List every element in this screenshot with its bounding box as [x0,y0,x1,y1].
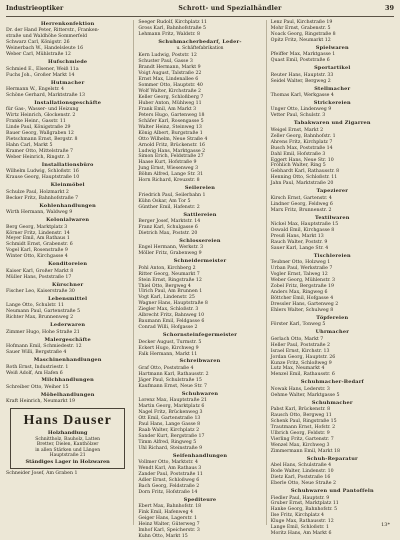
directory-entry: Lange Emil, Schloßstr. 1 [270,525,329,531]
directory-entry: Berg Georg, Marktplatz 3 [6,224,68,230]
directory-entry: Otto Wilhelm, Neue Straße 4 [138,136,208,142]
section-heading: Schuhmacher-Bedarf [300,379,364,386]
directory-entry: Fiedler Paul, Hauptstr. 9 [270,495,330,501]
directory-entry: Ernst Max, Lindenallee 6 [138,77,199,83]
section-heading: Kohlenhandlungen [39,202,96,209]
section-heading: Spediteure [183,496,217,503]
directory-entry: Anders Max, Ringweg 6 [270,290,328,296]
directory-entry: Kaufmann Ernst, Neue Str. 7 [138,383,208,389]
directory-entry: Ehlers Walter, Schulweg 8 [270,307,334,313]
directory-entry: Jahn Paul, Marktstraße 20 [270,181,334,187]
section-heading: Schornsteinfegermeister [162,332,238,339]
section-subheading: u. Schäftefabrikation [176,46,224,52]
directory-entry: Imhof Karl, Speicherstr. 3 [138,528,200,534]
directory-entry: Böttcher Emil, Hofgasse 4 [270,295,334,301]
section-heading: Lebensmittel [48,296,88,303]
directory-entry: Schreiber Otto, Weiher 15 [6,384,69,390]
directory-entry: Meyer Emil, Am Rathaus 1 [6,236,70,242]
directory-entry: Becker Fritz, Bahnhofstraße 7 [6,195,79,201]
directory-entry: Weigel Ernst, Markt 2 [270,127,324,133]
directory-entry: Lindner Georg, Feldweg 6 [270,201,333,207]
directory-entry: Zobel Fritz, Bergstraße 19 [270,284,334,290]
directory-entry: Marx Fritz, Brunnenstr. 2 [270,207,332,213]
directory-entry: Ebert Max, Bahnhofstr. 18 [138,504,202,510]
directory-entry: Kuhn Otto, Markt 15 [138,534,188,540]
ad-name: Hans Dauser [23,413,112,429]
directory-entry: Walter Heinz, Steinweg 13 [138,124,202,130]
directory-entry: Keller Georg, Schloßberg 7 [138,94,204,100]
directory-entry: Reuter Hans, Hauptstr. 33 [270,72,334,78]
directory-entry: Ulrich Paul, Am Brunnen 1 [138,289,203,295]
directory-entry: Dorn Fritz, Hofstraße 14 [138,489,198,495]
directory-entry: Wagner Hans, Hauptstraße 8 [138,301,208,307]
directory-entry: Schäfer Karl, Rosengasse 5 [138,118,204,124]
section-heading: Milchhandlungen [41,377,94,384]
directory-entry: Sauer Karl, Lange Str. 4 [270,245,329,251]
directory-entry: Schuster Paul, Gasse 3 [138,59,193,65]
directory-entry: Wolf Walter, Kirchstraße 2 [138,88,202,94]
directory-entry: Quast Emil, Poststraße 6 [270,58,330,64]
directory-entry: Fröhlich Walter, Ring 5 [270,163,326,169]
section-heading: Seifenhandlungen [172,452,228,459]
directory-entry: Eggert Hans, Neue Str. 10 [270,157,334,163]
directory-entry: Vogt Karl, Lindenstr. 25 [138,295,195,301]
directory-entry: Dressler Hans, Gartenweg 2 [270,301,339,307]
directory-entry: Möller Fritz, Grabenweg 9 [138,251,202,257]
directory-entry: Zander Paul, Poststraße 11 [138,472,203,478]
directory-entry: Brandt Hermann, Markt 9 [138,65,201,71]
directory-entry: Trautmann Ernst, Hofstr. 2 [270,425,336,431]
ad-line: Hauptstraße 21 [49,453,86,459]
directory-entry: Ott Emil, Gartenstraße 13 [138,416,201,422]
section-heading: Töpfereien [316,314,349,321]
directory-entry: Hofmann Emil, Schmiedestr. 12 [6,344,82,350]
directory-entry: Schmidt Ernst, Grabenstr. 6 [6,242,73,248]
directory-entry: Böhm Alfred, Lange Str. 31 [138,172,204,178]
directory-entry: Dietz Karl, Poststraße 16 [270,475,331,481]
directory-entry: Berger Josef, Marktstr. 14 [138,219,201,224]
directory-entry: Zimmermann Emil, Markt 18 [270,448,340,454]
section-heading: Schneidermeister [173,258,227,265]
directory-entry: Kühn Oskar, Am Tor 5 [138,198,191,204]
directory-entry: Eckert Hugo, Kirchweg 9 [138,345,199,351]
directory-entry: Uhl Richard, Steinstraße 9 [138,445,203,451]
section-heading: Sattlereien [183,211,217,218]
section-heading: Hufschmiede [48,59,88,66]
section-heading: Kürschner [52,281,84,288]
directory-entry: Albrecht Fritz, Bahnweg 10 [138,313,205,319]
directory-entry: Sommer Otto, Hauptstr. 40 [138,83,203,89]
directory-entry: Weber Carl, Mühlstraße 12 [6,52,71,58]
section-heading: Sportartikel [314,65,351,72]
directory-entry: Busch Max, Poststraße 14 [270,145,333,151]
ad-line: Schnittholz, Bauholz, Latten [35,436,101,442]
directory-entry: Decker August, Turmstr. 5 [138,339,202,345]
directory-entry: Kraft Heinrich, Neumarkt 19 [6,399,75,405]
directory-entry: Oswald Emil, Kirchgasse 8 [270,228,335,233]
directory-entry: Friedrich Paul, Seilerbahn 1 [138,192,206,198]
section-heading: Kleinmöbel [50,182,85,189]
footer-mark: 13* [381,522,390,528]
directory-entry: Dietrich Max, Poststr. 20 [138,230,198,236]
directory-entry: Vollmer Otto, Marktstr. 4 [138,460,199,466]
ad-line: Bretter, Dielen, Kanthölzer [36,442,99,448]
directory-entry: Linde Paul, Königstraße 29 [6,125,71,131]
directory-entry: straße und Waldhöhe Sommerfeld [6,34,88,40]
directory-entry: Jung Ernst, Wiesenweg 3 [138,166,199,172]
directory-entry: Henning Otto, Schloßstr. 11 [270,175,338,181]
directory-entry: Peters Hugo, Gartenweg 18 [138,112,205,118]
directory-entry: Kaiser Karl, Großer Markt 8 [6,268,74,274]
directory-entry: Pfeiffer Max, Marktgasse 1 [270,52,336,58]
directory-entry: Vogler Ernst, Talweg 12 [270,272,328,278]
directory-entry: Gruber Ernst, Marktplatz 11 [270,501,339,507]
directory-entry: Eberle Otto, Neue Straße 2 [270,481,336,487]
section-heading: Textilwaren [315,214,350,221]
directory-entry: Rausch Otto, Bergweg 11 [270,413,332,419]
directory-entry: Pietschmann Ernst, Bergstr. 8 [6,137,78,143]
directory-entry: Heller Paul, Poststraße 2 [270,342,331,348]
section-heading: Konditoreien [48,261,88,268]
directory-entry: Unger Otto, Lindenweg 9 [270,107,332,113]
directory-entry: Timm Alfred, Ringweg 5 [138,439,197,445]
page-header [6,4,394,17]
directory-entry: Nickel Max, Hauptstraße 15 [270,222,339,228]
directory-entry: Vogel Karl, Rosenstraße 9 [6,248,68,254]
section-heading: Schuhwaren und Pantoffeln [290,488,374,495]
directory-entry: Abel Hans, Schulstraße 4 [270,463,332,469]
directory-entry: Wirth Hermann, Waldweg 9 [6,210,73,216]
directory-entry: Falk Hermann, Markt 11 [138,351,198,357]
section-heading: Schlossereien [179,237,221,244]
directory-entry: Engel Hermann, Werkstr. 3 [138,245,204,251]
directory-entry: Menzel Emil, Rathausstr. 6 [270,372,335,378]
section-heading: Hutmacher [50,79,85,86]
directory-entry: Ludwig Hans, Marktgasse 2 [138,148,206,154]
directory-entry: Weiß Adolf, Am Hafen 6 [6,370,63,376]
directory-entry: Kirsch Ernst, Gartenstr. 4 [270,195,332,201]
directory-entry: Raab Walter, Kirchplatz 2 [138,427,200,433]
directory-entry: Wendt Karl, Am Rathaus 3 [138,466,202,472]
directory-entry: Lenz Paul, Kirchstraße 19 [270,20,333,25]
directory-entry: Weinerbach W., Handelsleute 16 [6,46,84,52]
section-heading: Schuhmacherbedarf, Leder- [158,38,242,45]
directory-entry: Neumann Paul, Gartenstraße 5 [6,309,81,315]
directory-entry: Jordan Georg, Hauptstr. 26 [270,354,336,360]
directory-entry: Ahrens Fritz, Kirchplatz 7 [270,139,333,145]
directory-entry: Mohr Ernst, Grabenstr. 5 [270,25,331,31]
directory-entry: Kluge Max, Rathausstr. 12 [270,519,334,525]
directory-entry: Pabst Karl, Brückenstr. 8 [270,407,331,413]
directory-entry: Fischer Leo, Kaiserstraße 30 [6,289,75,295]
directory-entry: Schulze Paul, Holzmarkt 2 [6,189,69,195]
directory-entry: Voigt August, Talstraße 22 [138,71,202,77]
directory-entry: Roth Ernst, Industriestr. 1 [6,364,69,370]
column-2 [133,20,261,540]
section-heading: Spielwaren [315,44,349,51]
directory-entry: Vierling Fritz, Gartenstr. 7 [270,436,334,442]
directory-entry: Dr. der Hand Peter, Ritterstr., Franken- [6,28,100,34]
section-heading: Tapezierer [316,188,349,195]
directory-entry: Kunze Fritz, Schloßweg 9 [270,360,332,366]
directory-entry: Bode Walter, Lindenstr. 10 [270,469,334,475]
directory-entry: Seidel Walter, Bergweg 2 [270,78,331,84]
directory-entry: Oehme Walter, Marktgasse 5 [270,392,340,398]
ad-highlight: Ständiges Lager in Holzwaren [25,458,110,465]
directory-entry: Günther Emil, Hafenstr. 2 [138,204,200,210]
directory-entry: Dahl Emil, Hofstraße 3 [270,151,326,157]
columns [6,20,394,540]
directory-entry: Franke Heinr., Gasstr. 11 [6,119,66,125]
directory-entry: Bach Georg, Feldstraße 2 [138,484,200,490]
directory-entry: Schwarz Carl, Königstr. 26 [6,40,70,46]
directory-entry: Hanke Georg, Bahnhofstr. 5 [270,507,338,513]
section-heading: Tischlereien [313,252,351,259]
directory-entry: Franz Karl, Schulgasse 6 [138,224,198,230]
directory-entry: Schneider Josef, Am Graben 1 [6,471,78,477]
section-heading: Kolonialwaren [46,217,90,224]
directory-entry: Krause Georg, Hauptstraße 10 [6,175,80,181]
directory-entry: Paul Hans, Lange Gasse 8 [138,422,201,427]
section-heading: Installationsbüro [41,161,94,168]
column-1 [6,20,129,525]
directory-entry: Lorenz Max, Hauptstraße 21 [138,398,207,404]
section-heading: Lederwaren [50,322,86,329]
directory-entry: Adler Ernst, Schloßweg 6 [138,478,200,484]
directory-entry: Sauer Willi, Bergstraße 4 [6,350,67,356]
directory-entry: Gross Karl, Bahnhofstraße 5 [138,25,207,31]
directory-entry: Zeller Georg, Bahnhofstr. 1 [270,133,336,139]
directory-entry: Noack Georg, Ringstraße 8 [270,31,336,37]
directory-entry: Heinz Walter, Güterweg 7 [138,522,200,528]
directory-entry: Körner Fritz, Lindenstr. 14 [6,230,70,236]
ad-line: in allen Stärken und Längen [35,447,101,453]
section-heading: Herrenkonfektion [40,21,95,27]
directory-entry: Müller Hans, Poststraße 17 [6,274,72,280]
section-heading: Möbelhandlungen [40,391,95,398]
page-number: 39 [384,4,394,12]
section-heading: Uhrmacher [315,329,350,336]
directory-entry: Arnold Fritz, Brückenstr. 16 [138,142,206,148]
directory-entry: Israel Ernst, Kirchstr. 13 [270,348,330,354]
directory-entry: Opitz Fritz, Neumarkt 12 [270,37,331,43]
section-heading: Installationsgeschäfte [34,99,102,106]
directory-entry: Thiel Otto, Bergweg 4 [138,283,191,289]
directory-entry: Gebhardt Karl, Rathausstr. 8 [270,169,340,175]
directory-entry: Hartmann Karl, Rathausstr. 2 [138,371,209,377]
directory-entry: Gerlach Otto, Markt 7 [270,336,324,342]
directory-entry: Nowak Hans, Lederstr. 3 [270,386,330,392]
directory-entry: Hermann W., Engelstr. 4 [6,87,65,93]
directory-entry: Pohl Anton, Kirchberg 2 [138,265,196,271]
directory-entry: Martin Georg, Marktplatz 6 [138,404,205,410]
directory-entry: Fink Emil, Hafenweg 4 [138,510,193,516]
directory-entry: Kramer Otto, Mittelstraße 7 [6,149,73,155]
directory-entry: Rauch Walter, Poststr. 9 [270,239,328,245]
directory-entry: Moritz Hans, Am Markt 6 [270,531,332,537]
directory-entry: Jäger Paul, Schulstraße 15 [138,377,202,383]
directory-entry: Graf Otto, Poststraße 4 [138,365,194,371]
directory-entry: Vetter Paul, Schulstr. 3 [270,113,326,119]
directory-entry: Wilhelm Ludwig, Schloßstr. 16 [6,169,79,175]
directory-entry: Urban Paul, Werkstraße 7 [270,266,333,272]
directory-entry: Ziegler Max, Schloßstr. 3 [138,307,199,313]
directory-entry: Wenzel Max, Kirchweg 3 [270,442,330,448]
directory-entry: Haase Kurt, Hofstraße 9 [138,160,197,166]
directory-entry: Seeger Rudolf, Kirchplatz 11 [138,20,207,25]
directory-entry: Nagel Fritz, Brückenweg 3 [138,410,203,416]
directory-entry: Fuchs Joh., Großer Markt 14 [6,72,75,78]
directory-entry: Simon Erich, Feldstraße 27 [138,154,204,160]
directory-entry: Teubner Otto, Holzweg 1 [270,260,331,266]
directory-entry: Horn Richard, Kreuzstr. 8 [138,178,200,184]
header-title: Schrott- und Spezialhändler [178,5,282,12]
directory-entry: Thomas Karl, Werkgasse 4 [270,92,334,98]
directory-entry: Schenk Paul, Ringstraße 15 [270,419,337,425]
directory-entry: Weber Georg, Mühlenstr. 3 [270,278,336,284]
section-heading: Schuh-Reparatur [306,455,358,462]
advertisement [10,408,125,469]
directory-entry: Conrad Willi, Hofgasse 2 [138,325,198,331]
directory-entry: Ritter Georg, Neumarkt 7 [138,271,200,277]
section-heading: Maschinenhandlungen [33,357,102,364]
directory-entry: für Gas-, Wasser- und Heizung [6,107,79,113]
section-heading: Strickereien [313,99,351,106]
directory-entry: König Albert, Burgstraße 1 [138,130,203,136]
column-3 [266,20,394,537]
section-heading: Stellmacher [314,85,351,92]
section-heading: Tabakwaren und Zigarren [293,120,371,127]
directory-entry: Schmied E., Elsener, Weiß 11a [6,66,79,72]
ad-title: Holzhandlung [47,430,88,437]
directory-entry: Sander Kurt, Bergstraße 17 [138,433,205,439]
directory-entry: Schöne Gerhard, Marktstraße 13 [6,92,85,98]
section-heading: Seilereien [184,185,216,192]
directory-entry: Hahn Carl, Markt 5 [6,143,53,149]
directory-entry: Weber Heinrich, Ringstr. 3 [6,155,70,161]
directory-entry: Bauer Georg, Wallgraben 12 [6,131,74,137]
directory-entry: Kern Ludwig, Poststr. 12 [138,53,197,59]
directory-entry: Zimmer Hugo, Hohe Straße 21 [6,329,80,335]
directory-entry: Ulbrich Georg, Feldstr. 9 [270,431,330,436]
directory-entry: Baumann Emil, Feldgasse 6 [138,319,205,325]
directory-entry: Geiger Hans, Lagerstr. 1 [138,516,198,522]
directory-entry: Stein Ernst, Ringstraße 12 [138,277,202,283]
directory-entry: Wirtz Heinrich, Glockenstr. 2 [6,113,76,119]
directory-entry: Ilse Fritz, Kirchplatz 4 [270,513,325,519]
directory-entry: Lange Otto, Schulstr. 11 [6,303,64,309]
section-heading: Malergeschäfte [44,336,91,343]
section-heading: Schreibwaren [179,358,221,365]
directory-entry: Förster Karl, Tonweg 5 [270,322,326,328]
section-heading: Schuhmacher [311,399,353,406]
directory-entry: Lutz Max, Neumarkt 4 [270,366,325,372]
directory-entry: Lehmann Fritz, Waldstr. 8 [138,31,201,37]
directory-entry: Richter Max, Brunnenweg 2 [6,315,74,321]
section-heading: Schuhwaren [181,390,219,397]
directory-entry: Winter Otto, Kirchgasse 4 [6,254,68,260]
directory-entry: Preuß Hans, Markt 13 [270,233,324,239]
directory-entry: Frank Emil, Am Markt 3 [138,106,197,112]
header-left: Industrieoptiker [6,5,64,12]
directory-entry: Huber Anton, Mühlweg 11 [138,100,202,106]
